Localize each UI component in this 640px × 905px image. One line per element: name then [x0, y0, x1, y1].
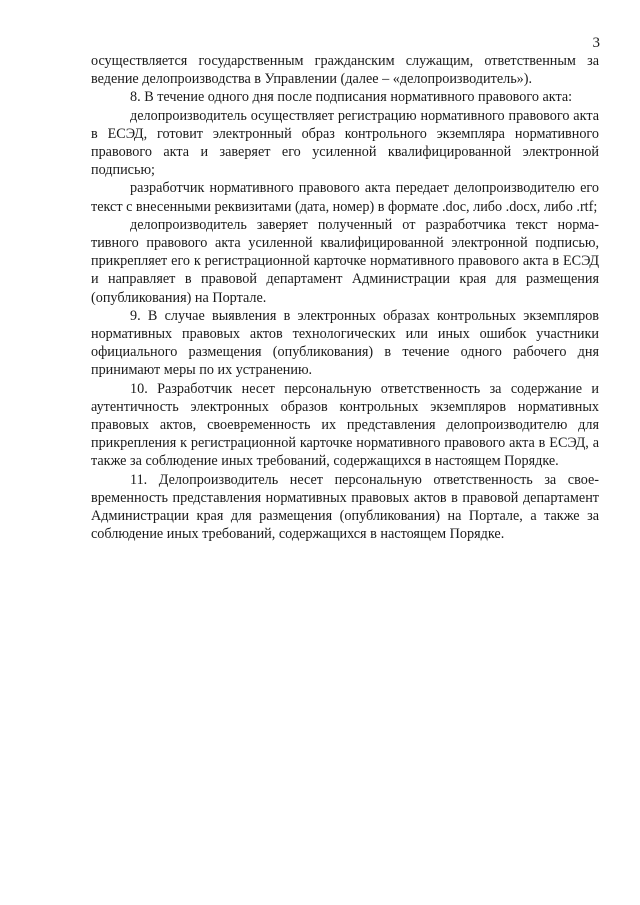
paragraph-item-8: 8. В течение одного дня после подписания нормативного правового акта:: [130, 89, 573, 106]
document-body: [91, 52, 599, 543]
paragraph-item-9: 9. В случае выявления в электронных образах контрольных экземпляров нормативных правовых актов технологических или иных ошибок участники официального размещения (опубликования) в течение одного рабочего дня принимают меры по их устранению.: [91, 307, 599, 379]
paragraph-item-8-signing: делопроизводитель заверяет полученный от разработчика текст нормативного правового акта усиленной квалифицированной электронной подписью, прикрепляет его к регистрационной карточке нормативного правового акта в ЕСЭД и направляет в правовой департамент Администрации края для размещения (опубликования) на Портале.: [91, 216, 599, 306]
page-number: 3: [592, 35, 600, 51]
paragraph-item-8-transfer: разработчик нормативного правового акта передает делопроизводителю его текст с внесенными реквизитами (дата, номер) в формате .doc, либо .docx, либо .rtf;: [91, 180, 599, 215]
paragraph-item-10: 10. Разработчик несет персональную ответственность за содержание и аутентичность электронных образов контрольных экземпляров нормативных правовых актов, своевременность их представления делопроизводителю для прикрепления к регистрационной карточке нормативного правового акта в ЕСЭД, а также за соблюдение иных требований, содержащихся в настоящем Порядке.: [91, 380, 599, 470]
paragraph-item-8-registration: делопроизводитель осуществляет регистрацию нормативного правового акта в ЕСЭД, готовит электронный образ контрольного экземпляра нормативного правового акта и заверяет его усиленной квалифицированной электронной подписью;: [91, 107, 599, 179]
paragraph-item-11: 11. Делопроизводитель несет персональную ответственность за своевременность представления нормативных правовых актов в правовой департамент Администрации края для размещения (опубликования) на Портале, а также за соблюдение иных требований, содержащихся в настоящем Порядке.: [91, 471, 599, 543]
paragraph-continuation: осуществляется государственным гражданским служащим, ответственным за ведение делопроизводства в Управлении (далее – «делопроизводитель»).: [91, 53, 599, 88]
